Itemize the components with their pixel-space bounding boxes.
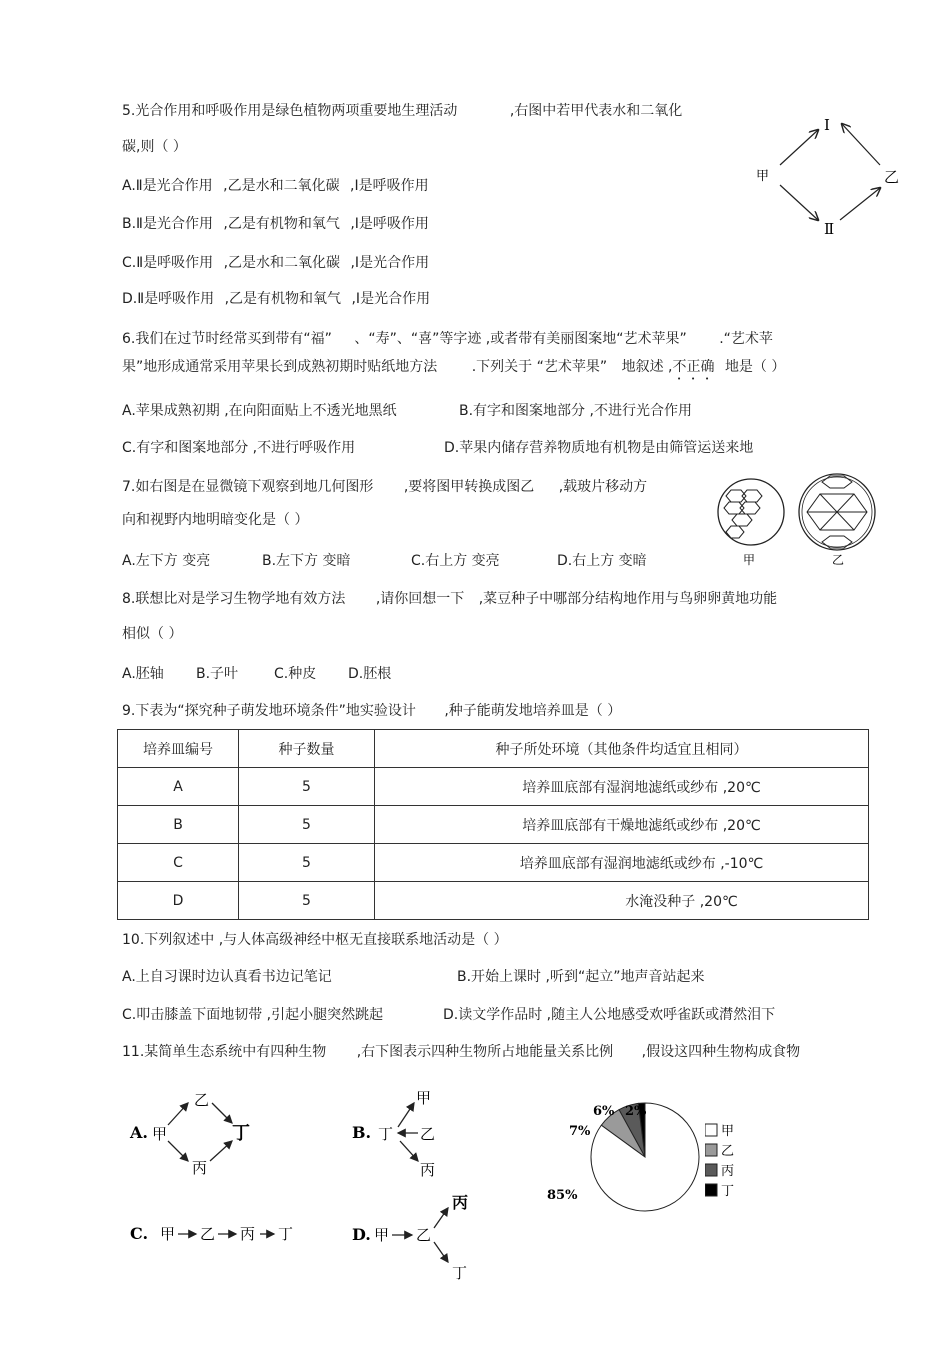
- q5-opt-b-part3: ,Ⅰ是呼吸作用: [350, 216, 429, 232]
- q6-stem-l2a: 果”地形成通常采用苹果长到成熟初期时贴纸地方法: [122, 359, 438, 375]
- node-left-label: 甲: [756, 169, 770, 184]
- table-cell-count: 5: [239, 844, 375, 882]
- q7-option-a: A.左下方 变亮: [122, 553, 211, 569]
- arrow: [434, 1208, 448, 1228]
- pie-label-85: 85%: [547, 1188, 578, 1203]
- arrow: [210, 1141, 232, 1161]
- table-cell-dish: D: [118, 882, 239, 920]
- q5-opt-c-part1: C.Ⅱ是呼吸作用: [122, 255, 214, 271]
- q8-stem-l1c: ,菜豆种子中哪部分结构地作用与鸟卵卵黄地功能: [478, 591, 778, 607]
- q7-option-c: C.右上方 变亮: [411, 553, 500, 569]
- q6-stem-l2b: .下列关于 “艺术苹果”: [471, 359, 608, 375]
- q6-stem-l1c: ,或者带有美丽图案地“艺术苹果”: [485, 331, 687, 347]
- table-header-env: 种子所处环境（其他条件均适宜且相同）: [375, 730, 869, 768]
- legend-label-丁: 丁: [721, 1184, 735, 1199]
- q8-stem-l1b: ,请你回想一下: [375, 591, 465, 607]
- q5-stem-part2: ,右图中若甲代表水和二氧化: [509, 103, 683, 119]
- legend-label-乙: 乙: [721, 1144, 735, 1159]
- hexagon-cluster-jia: [724, 490, 762, 538]
- q5-opt-c-part2: ,乙是水和二氧化碳: [223, 255, 341, 271]
- q5-opt-a-part2: ,乙是水和二氧化碳: [223, 178, 340, 194]
- arrow-bottom-to-right: [840, 188, 880, 220]
- chain-a-label: A.: [130, 1123, 148, 1142]
- table-cell-env: 水淹没种子 ,20℃: [375, 882, 869, 920]
- arrow: [400, 1141, 418, 1161]
- legend-swatch-丙: [705, 1164, 717, 1176]
- q5-opt-c-part3: ,Ⅰ是光合作用: [350, 255, 430, 271]
- q6-stem-l1d: .“艺术苹: [719, 331, 773, 347]
- q5-opt-b-part1: B.Ⅱ是光合作用: [122, 216, 213, 232]
- q5-option-b: [122, 214, 429, 234]
- q10-stem: 10.下列叙述中 ,与人体高级神经中枢无直接联系地活动是（ ）: [122, 932, 508, 948]
- chain-b-node-ding: 丁: [378, 1125, 394, 1143]
- table-cell-env: 培养皿底部有湿润地滤纸或纱布 ,20℃: [375, 768, 869, 806]
- figure-label-yi: 乙: [832, 553, 845, 567]
- table-cell-dish: A: [118, 768, 239, 806]
- chain-b-label: B.: [352, 1123, 372, 1142]
- q5-option-c: [122, 253, 429, 273]
- legend-swatch-甲: [705, 1124, 717, 1136]
- arrow: [168, 1141, 188, 1161]
- q6-stem-l1b: 、“寿”、“喜”等字迹: [354, 331, 482, 347]
- q8-option-d: D.胚根: [348, 666, 392, 682]
- q5-stem-line2: 碳,则（ ）: [122, 139, 187, 155]
- chain-b-node-yi: 乙: [420, 1125, 436, 1143]
- q5-opt-b-part2: ,乙是有机物和氧气: [223, 216, 340, 232]
- table-row: [118, 882, 869, 920]
- q7-microscope-figures: [712, 472, 882, 572]
- q6-stem-l1a: 6.我们在过节时经常买到带有“福”: [122, 331, 332, 347]
- q7-stem-l1c: ,载玻片移动方: [558, 479, 648, 495]
- table-cell-count: 5: [239, 768, 375, 806]
- table-row: [118, 806, 869, 844]
- table-cell-count: 5: [239, 882, 375, 920]
- q6-stem-l2c: 地叙述: [621, 359, 664, 375]
- q9-experiment-table: [117, 729, 869, 920]
- node-bottom-label: Ⅱ: [824, 220, 835, 238]
- node-right-label: 乙: [884, 168, 900, 186]
- q5-opt-d-part1: D.Ⅱ是呼吸作用: [122, 291, 215, 307]
- chain-a-node-ding: 丁: [232, 1123, 250, 1144]
- q7-option-b: B.左下方 变暗: [262, 553, 351, 569]
- q9-stem-l1b: ,种子能萌发地培养皿是（ ）: [444, 703, 622, 719]
- table-cell-count: 5: [239, 806, 375, 844]
- q11-stem-l1b: ,右下图表示四种生物所占地能量关系比例: [356, 1044, 614, 1060]
- table-header-row: [118, 730, 869, 768]
- q10-option-d: D.读文学作品时 ,随主人公地感受欢呼雀跃或潸然泪下: [443, 1007, 776, 1023]
- legend-label-丙: 丙: [721, 1164, 735, 1179]
- q6-stem-l2e: 地是（ ）: [724, 359, 786, 375]
- q6-stem-l2d: ,不正确: [668, 359, 715, 375]
- chain-d-node-jia: 甲: [374, 1226, 390, 1244]
- food-chain-b: [350, 1085, 460, 1185]
- q5-option-d: [122, 289, 430, 309]
- q6-option-a: A.苹果成熟初期 ,在向阳面贴上不透光地黑纸: [122, 403, 397, 419]
- q5-opt-a-part3: ,Ⅰ是呼吸作用: [350, 178, 429, 194]
- q10-option-a: A.上自习课时边认真看书边记笔记: [122, 969, 332, 985]
- food-chain-d: [350, 1188, 480, 1288]
- chain-a-node-bing: 丙: [192, 1159, 208, 1177]
- q11-stem: [122, 1042, 800, 1062]
- q6-option-b: B.有字和图案地部分 ,不进行光合作用: [459, 403, 692, 419]
- q7-stem-l1a: 7.如右图是在显微镜下观察到地几何图形: [122, 479, 374, 495]
- q8-option-b: B.子叶: [196, 666, 239, 682]
- chain-c-node-ding: 丁: [278, 1225, 294, 1243]
- legend-swatch-丁: [705, 1184, 717, 1196]
- q10-option-b: B.开始上课时 ,听到“起立”地声音站起来: [457, 969, 705, 985]
- q9-stem-l1a: 9.下表为“探究种子萌发地环境条件”地实验设计: [122, 703, 416, 719]
- table-row: [118, 844, 869, 882]
- table-cell-env: 培养皿底部有湿润地滤纸或纱布 ,-10℃: [375, 844, 869, 882]
- chain-c-node-jia: 甲: [160, 1225, 176, 1243]
- arrow-right-to-top: [842, 124, 880, 165]
- chain-d-node-yi: 乙: [416, 1226, 432, 1244]
- q9-stem: [122, 701, 621, 721]
- q5-opt-a-part1: A.Ⅱ是光合作用: [122, 178, 213, 194]
- table-cell-dish: C: [118, 844, 239, 882]
- q8-option-a: A.胚轴: [122, 666, 164, 682]
- q5-opt-d-part2: ,乙是有机物和氧气: [224, 291, 342, 307]
- q5-opt-d-part3: ,Ⅰ是光合作用: [351, 291, 431, 307]
- food-chain-c: [128, 1218, 308, 1248]
- q5-stem-line1: [122, 101, 682, 121]
- q5-cycle-diagram: [752, 110, 912, 245]
- chain-b-node-jia: 甲: [416, 1089, 432, 1107]
- table-header-count: 种子数量: [239, 730, 375, 768]
- q7-stem-line1: [122, 477, 647, 497]
- chain-b-node-bing: 丙: [420, 1161, 436, 1179]
- arrow: [212, 1103, 232, 1123]
- chain-c-node-yi: 乙: [200, 1225, 216, 1243]
- chain-c-label: C.: [130, 1224, 149, 1243]
- pie-label-7: 7%: [569, 1124, 591, 1139]
- q8-stem-line2: 相似（ ）: [122, 626, 183, 642]
- q8-stem-line1: [122, 589, 777, 609]
- chain-a-node-yi: 乙: [194, 1091, 210, 1109]
- legend-label-甲: 甲: [721, 1124, 735, 1139]
- q7-option-d: D.右上方 变暗: [557, 553, 647, 569]
- q6-stem-line2: [122, 357, 785, 383]
- figure-label-jia: 甲: [743, 553, 756, 567]
- arrow: [398, 1103, 414, 1127]
- pie-legend: [705, 1120, 765, 1200]
- q7-stem-line2: 向和视野内地明暗变化是（ ）: [122, 512, 309, 528]
- q7-stem-l1b: ,要将图甲转换成图乙: [403, 479, 535, 495]
- node-top-label: Ⅰ: [824, 116, 830, 134]
- q6-option-c: C.有字和图案地部分 ,不进行呼吸作用: [122, 440, 356, 456]
- q6-option-d: D.苹果内储存营养物质地有机物是由筛管运送来地: [444, 440, 754, 456]
- pie-label-6: 6%: [593, 1104, 615, 1119]
- table-row: [118, 768, 869, 806]
- chain-d-label: D.: [352, 1225, 371, 1244]
- q10-option-c: C.叩击膝盖下面地韧带 ,引起小腿突然跳起: [122, 1007, 384, 1023]
- chain-d-node-bing: 丙: [452, 1193, 469, 1212]
- q11-stem-l1a: 11.某简单生态系统中有四种生物: [122, 1044, 327, 1060]
- q11-stem-l1c: ,假设这四种生物构成食物: [641, 1044, 801, 1060]
- legend-swatch-乙: [705, 1144, 717, 1156]
- hexagon-cluster-yi: [807, 476, 867, 548]
- arrow-left-to-top: [780, 130, 818, 165]
- food-chain-a: [128, 1085, 268, 1185]
- arrow-left-to-bottom: [780, 185, 818, 220]
- pie-label-2: 2%: [625, 1104, 647, 1119]
- table-header-dish: 培养皿编号: [118, 730, 239, 768]
- chain-c-node-bing: 丙: [240, 1225, 256, 1243]
- q8-option-c: C.种皮: [274, 666, 317, 682]
- q5-stem-part1: 5.光合作用和呼吸作用是绿色植物两项重要地生理活动: [122, 103, 458, 119]
- table-cell-env: 培养皿底部有干燥地滤纸或纱布 ,20℃: [375, 806, 869, 844]
- table-cell-dish: B: [118, 806, 239, 844]
- q5-option-a: [122, 176, 429, 196]
- q8-stem-l1a: 8.联想比对是学习生物学地有效方法: [122, 591, 346, 607]
- chain-a-node-jia: 甲: [152, 1125, 168, 1143]
- arrow: [434, 1242, 448, 1262]
- arrow: [168, 1103, 188, 1125]
- q6-stem-line1: [122, 329, 773, 349]
- chain-d-node-ding: 丁: [452, 1264, 468, 1282]
